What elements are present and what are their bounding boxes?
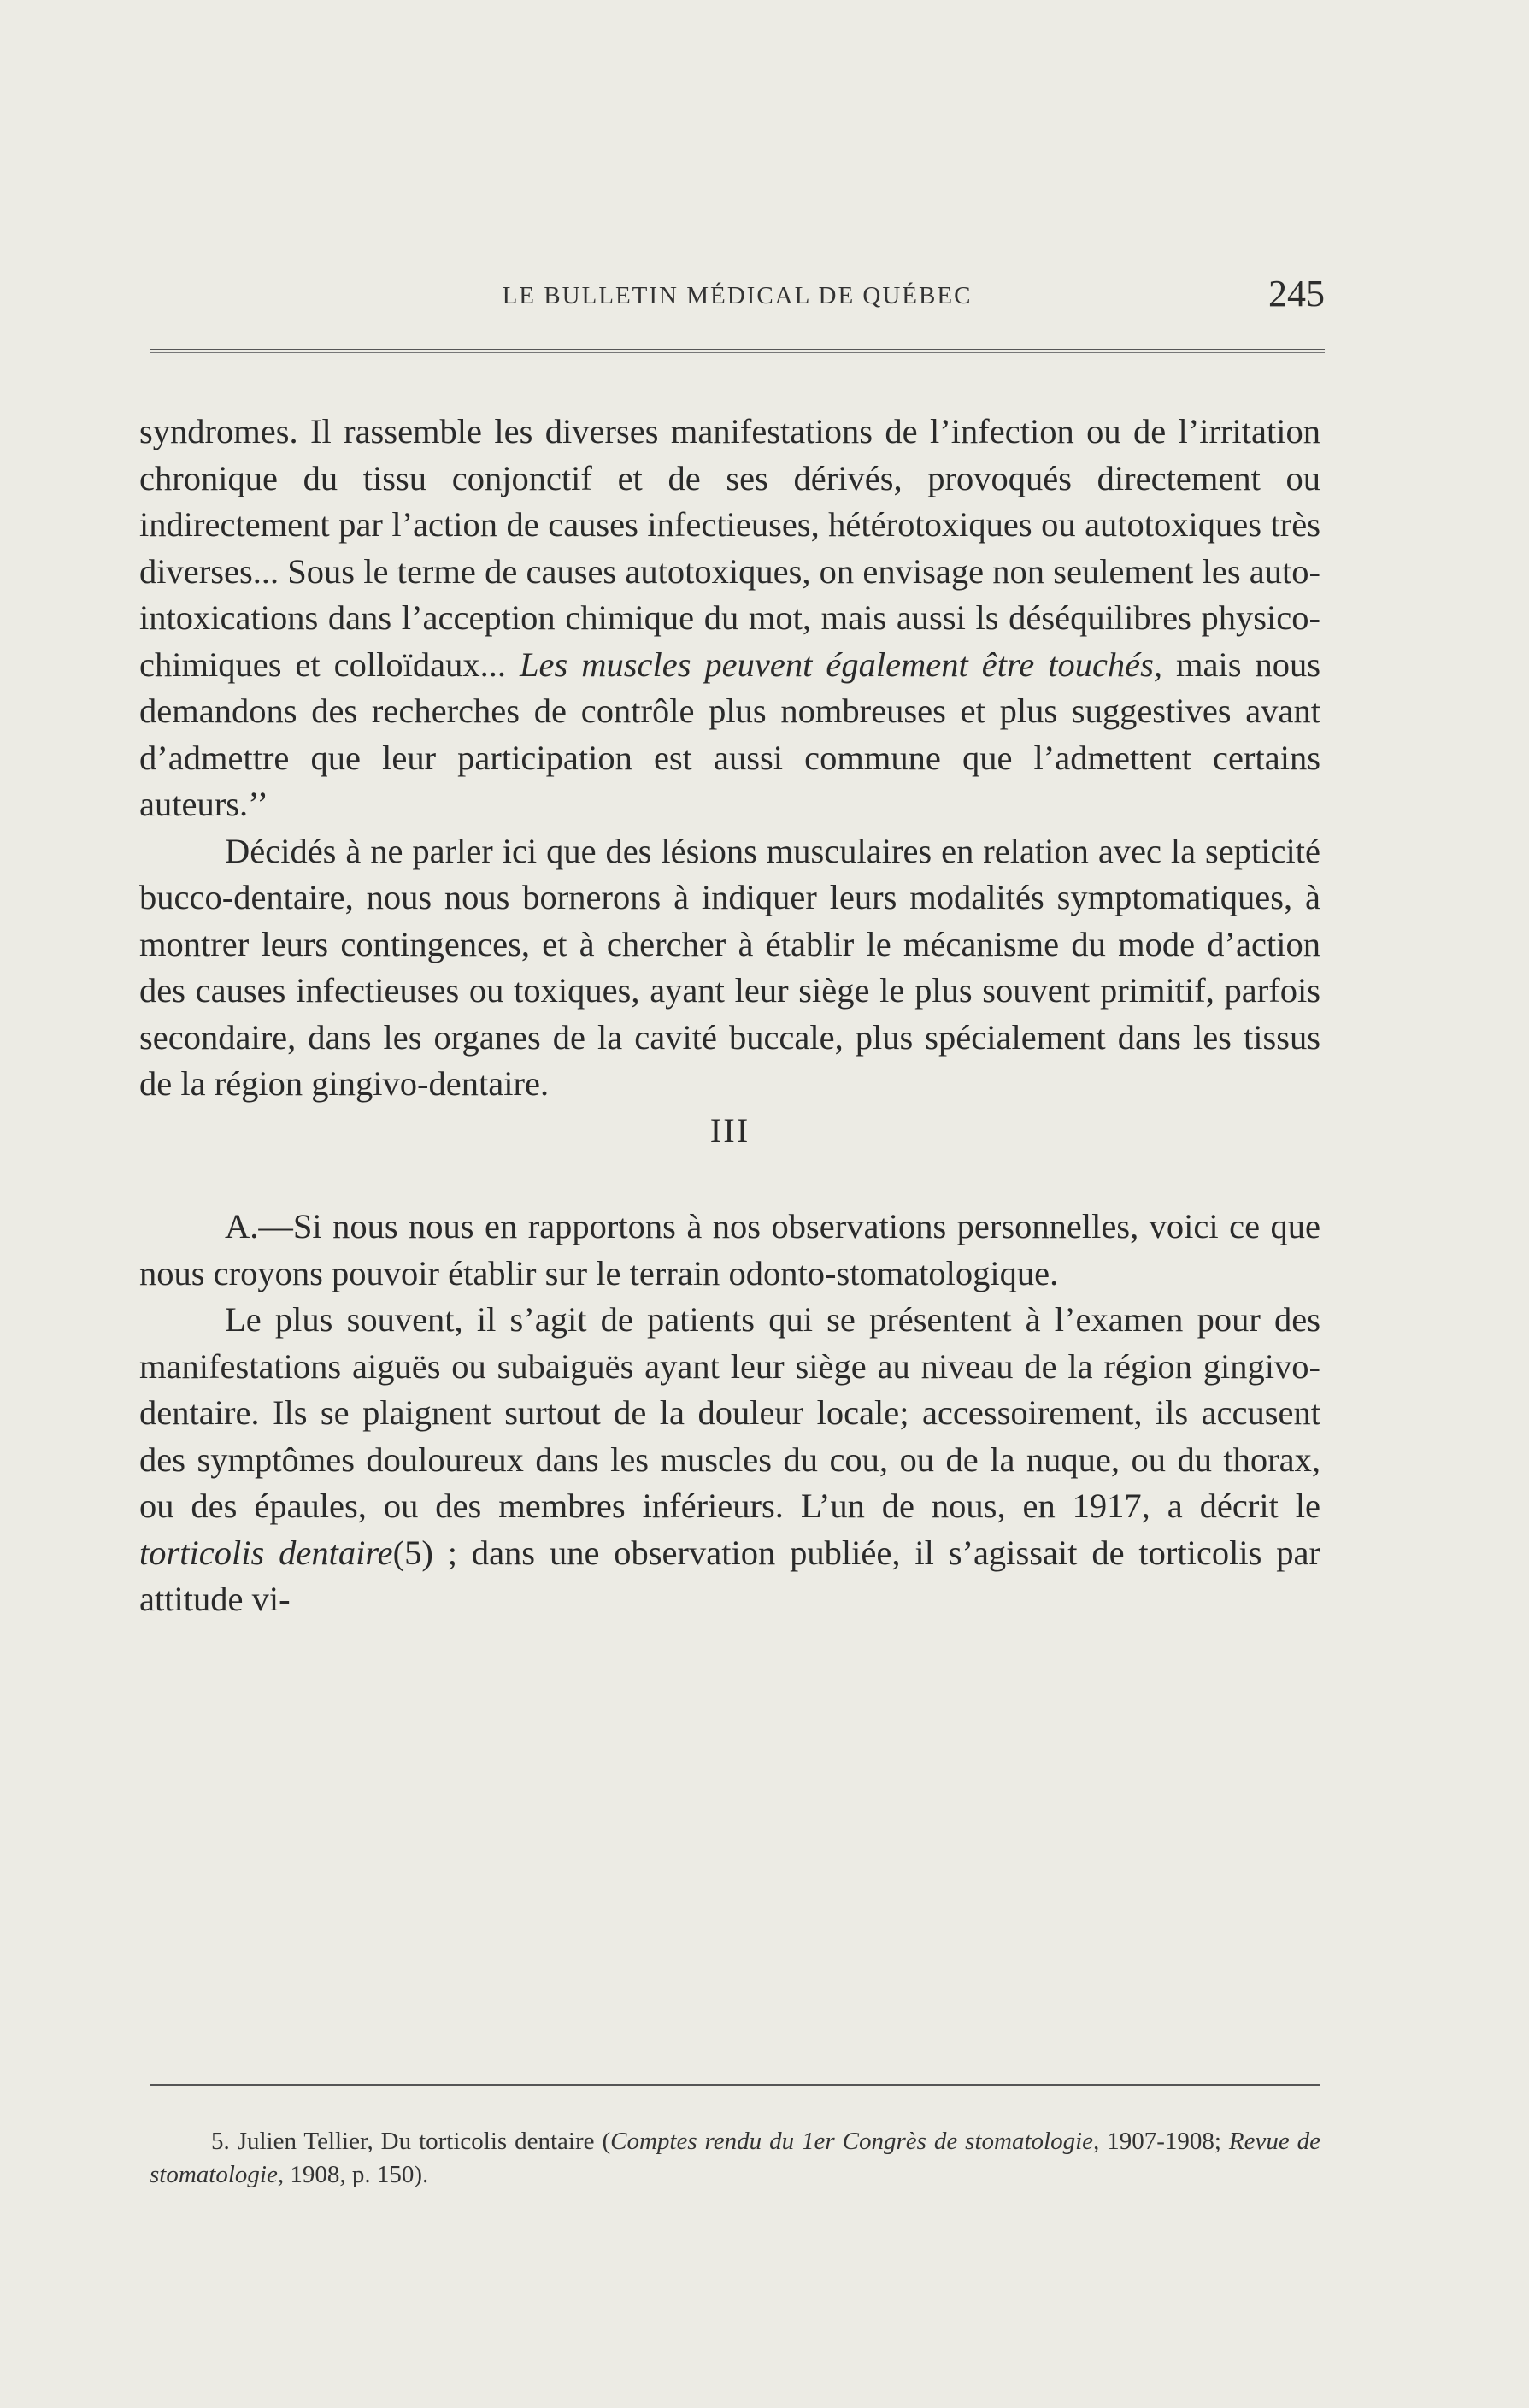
paragraph-2: Décidés à ne parler ici que des lésions musculaires en relation avec la septicité bucco-dentaire, nous nous bornerons à indiquer leurs modalités symptomatiques, à montrer leurs contingences, et à chercher à établir le mécanisme du mode d’action des causes infectieuses ou toxiques, ayant leur siège le plus souvent primitif, parfois secondaire, dans les organes de la cavité buccale, plus spécialement dans les tissus de la région gingivo-dentaire. — [139, 831, 1320, 1103]
paragraph-1-text-a: syndromes. Il rassemble les diverses manifestations de l’infection ou de l’irritation chronique du tissu conjonctif et de ses dérivés, provoqués directement ou indirectement par l’action de causes infectieuses, hétérotoxiques ou autotoxiques très diverses... Sous le terme de causes autotoxiques, on envisage non seulement les auto-intoxications dans l’acception chimique du mot, mais aussi ls déséquilibres physico-chimiques et colloïdaux... — [139, 412, 1320, 684]
footnote-italic-1: Comptes rendu du 1er Congrès de stomatologie, — [610, 2128, 1100, 2155]
page-number: 245 — [1268, 273, 1325, 315]
paragraph-4-italic: torticolis dentaire — [139, 1533, 393, 1572]
paragraph-4 — [139, 1297, 1320, 1623]
page-header — [150, 272, 1325, 323]
body-text — [139, 409, 1320, 1623]
paragraph-3: A.—Si nous nous en rapportons à nos observations personnelles, voici ce que nous croyons pouvoir établir sur le terrain odonto-stomatologique. — [139, 1207, 1320, 1292]
paragraph-1-italic: Les muscles peuvent également être touchés, — [519, 645, 1163, 684]
paragraph-4-text-b: (5) ; dans une observation publiée, il s’agissait de torticolis par attitude vi- — [139, 1533, 1320, 1618]
paragraph-1 — [139, 409, 1320, 828]
running-head: LE BULLETIN MÉDICAL DE QUÉBEC — [502, 282, 973, 309]
footnote-5 — [150, 2125, 1320, 2192]
paragraph-4-text-a: Le plus souvent, il s’agit de patients qui se présentent à l’examen pour des manifestations aiguës ou subaiguës ayant leur siège au niveau de la région gingivo-dentaire. Ils se plaignent surtout de la douleur locale; accessoirement, ils accusent des symptômes douloureux dans les muscles du cou, ou de la nuque, ou du thorax, ou des épaules, ou des membres inférieurs. L’un de nous, en 1917, a décrit le — [139, 1300, 1320, 1525]
paragraph-1-text-b: mais nous demandons des recherches de contrôle plus nombreuses et plus suggestives avant d’admettre que leur participation est aussi commune que l’admettent certains auteurs.’’ — [139, 645, 1320, 823]
footnote-text-b: 1907-1908; — [1099, 2128, 1229, 2155]
footnote-text-a: 5. Julien Tellier, Du torticolis dentaire ( — [211, 2128, 611, 2155]
footnote-text-c: 1908, p. 150). — [284, 2161, 429, 2188]
footnote-italic-2: Revue de stomatologie, — [150, 2128, 1321, 2188]
section-heading: III — [709, 1110, 750, 1150]
footnote — [150, 2125, 1320, 2192]
footnote-rule — [150, 2084, 1320, 2086]
header-rule — [150, 349, 1325, 353]
